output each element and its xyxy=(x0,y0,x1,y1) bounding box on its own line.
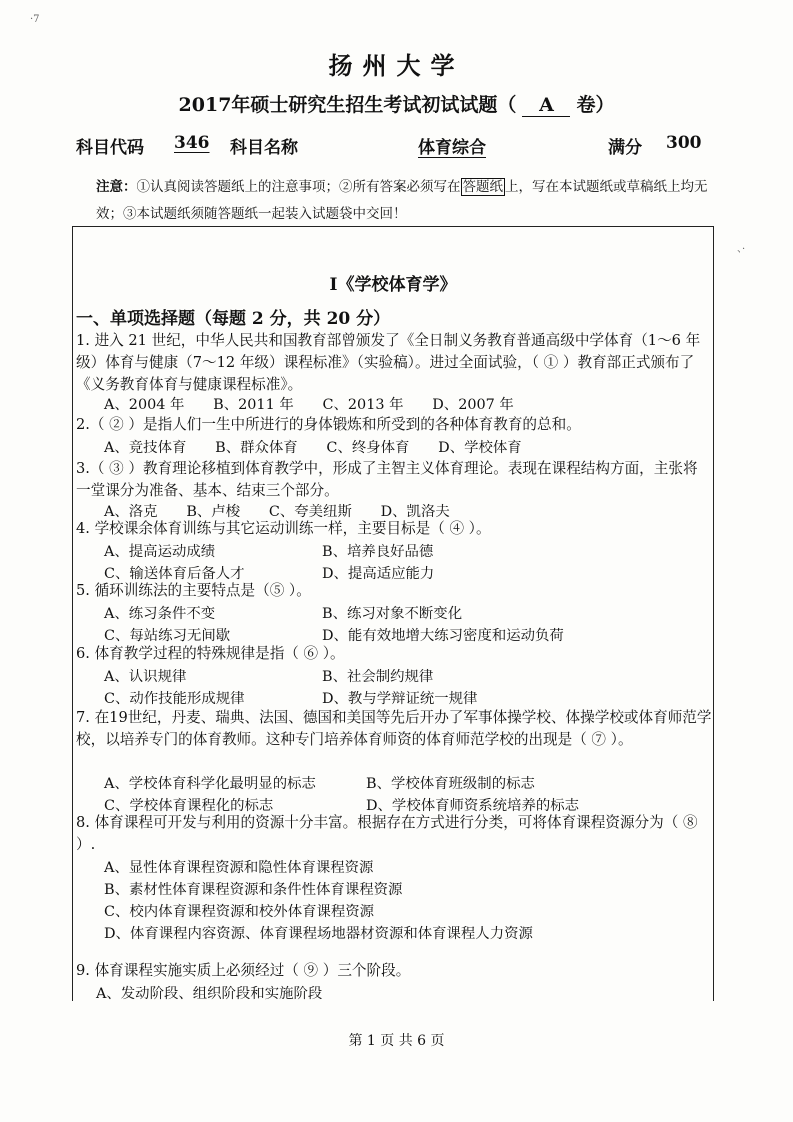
question-8-option-b: B、素材性体育课程资源和条件性体育课程资源 xyxy=(104,882,403,898)
question-6: 6. 体育教学过程的特殊规律是指（ ⑥ ）。 xyxy=(76,645,345,662)
question-8-option-d: D、体育课程内容资源、体育课程场地器材资源和体育课程人力资源 xyxy=(104,926,533,942)
question-4-option-a: A、提高运动成绩 xyxy=(104,544,216,560)
paper-type: A xyxy=(522,94,570,117)
question-4-option-c: C、输送体育后备人才 xyxy=(104,566,245,582)
full-score: 300 xyxy=(666,133,702,153)
question-1-options: A、2004 年 B、2011 年 C、2013 年 D、2007 年 xyxy=(104,397,514,413)
part-title: 一、单项选择题（每题 2 分，共 20 分） xyxy=(76,309,391,329)
question-7-option-b: B、学校体育班级制的标志 xyxy=(366,776,535,792)
exam-title-prefix: 2017年硕士研究生招生考试初试试题（ xyxy=(178,94,517,116)
question-7-option-d: D、学校体育师资系统培养的标志 xyxy=(366,798,580,814)
question-4: 4. 学校课余体育训练与其它运动训练一样，主要目标是（ ④ ）。 xyxy=(76,520,491,537)
question-9: 9. 体育课程实施实质上必须经过（ ⑨ ）三个阶段。 xyxy=(76,962,411,979)
notice-text-b: 上，写在本试题纸或草稿纸上均无效；③本试题纸须随答题纸一起装入试题袋中交回！ xyxy=(96,179,708,222)
question-7-option-c: C、学校体育课程化的标志 xyxy=(104,798,274,814)
question-2-options: A、竞技体育 B、群众体育 C、终身体育 D、学校体育 xyxy=(104,440,522,456)
notice-label: 注意： xyxy=(96,179,137,195)
question-7: 7. 在19世纪，丹麦、瑞典、法国、德国和美国等先后开办了军事体操学校、体操学校或体育师范学校，以培养专门的体育教师。这种专门培养体育师资的体育师范学校的出现是（ ⑦ ）。 xyxy=(76,709,712,748)
subject-code-label: 科目代码 xyxy=(76,138,144,158)
question-6-option-b: B、社会制约规律 xyxy=(322,669,434,685)
question-6-option-d: D、教与学辩证统一规律 xyxy=(322,691,478,707)
notice-text-a: ①认真阅读答题纸上的注意事项；②所有答案必须写在 xyxy=(136,179,461,195)
university-name: 扬州大学 xyxy=(328,51,465,80)
exam-title xyxy=(0,90,793,117)
question-5-option-a: A、练习条件不变 xyxy=(104,606,216,622)
question-6-option-c: C、动作技能形成规律 xyxy=(104,691,245,707)
question-7-option-a: A、学校体育科学化最明显的标志 xyxy=(104,776,316,792)
question-5-option-c: C、每站练习无间歇 xyxy=(104,628,231,644)
question-1: 1. 进入 21 世纪，中华人民共和国教育部曾颁发了《全日制义务教育普通高级中学体育（1～6 年级）体育与健康（7～12 年级）课程标准》（实验稿）。进过全面试验，（ ① ）教育部正式颁布了《义务教育体育与健康课程标准》。 xyxy=(76,332,701,393)
question-5-option-d: D、能有效地增大练习密度和运动负荷 xyxy=(322,628,564,644)
scan-mark-left: ·7 xyxy=(30,14,40,25)
question-3: 3.（ ③ ）教育理论移植到体育教学中，形成了主智主义体育理论。表现在课程结构方面，主张将一堂课分为准备、基本、结束三个部分。 xyxy=(76,460,698,499)
page-footer: 第 1 页 共 6 页 xyxy=(348,1033,445,1049)
section-title: Ⅰ《学校体育学》 xyxy=(329,275,457,295)
question-8: 8. 体育课程可开发与利用的资源十分丰富。根据存在方式进行分类，可将体育课程资源分为（ ⑧ ）. xyxy=(76,814,698,853)
notice xyxy=(96,174,716,228)
question-9-option-a: A、发动阶段、组织阶段和实施阶段 xyxy=(96,986,323,1002)
question-3-options: A、洛克 B、卢梭 C、夸美纽斯 D、凯洛夫 xyxy=(104,504,450,520)
subject-name-label: 科目名称 xyxy=(230,138,298,158)
question-2: 2.（ ② ）是指人们一生中所进行的身体锻炼和所受到的各种体育教育的总和。 xyxy=(76,416,581,433)
question-8-option-a: A、显性体育课程资源和隐性体育课程资源 xyxy=(104,860,374,876)
exam-title-suffix: 卷） xyxy=(576,94,615,116)
subject-code: 346 xyxy=(174,133,210,153)
question-6-option-a: A、认识规律 xyxy=(104,669,187,685)
question-8-option-c: C、校内体育课程资源和校外体育课程资源 xyxy=(104,904,375,920)
question-4-option-d: D、提高适应能力 xyxy=(322,566,435,582)
scan-mark-right: 、· xyxy=(737,244,746,255)
subject-name: 体育综合 xyxy=(418,138,486,158)
answer-sheet-boxed: 答题纸 xyxy=(462,179,503,195)
full-score-label: 满分 xyxy=(608,138,642,158)
question-4-option-b: B、培养良好品德 xyxy=(322,544,434,560)
question-5-option-b: B、练习对象不断变化 xyxy=(322,606,463,622)
question-5: 5. 循环训练法的主要特点是（⑤ ）。 xyxy=(76,582,311,599)
